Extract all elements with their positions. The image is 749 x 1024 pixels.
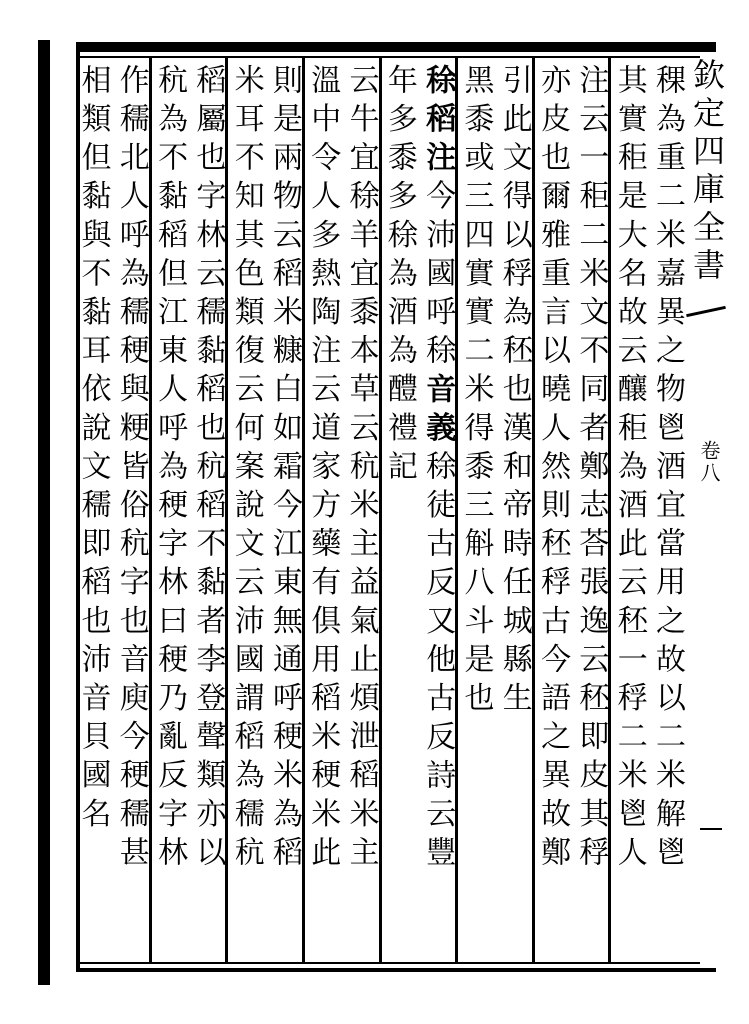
text-column: 稻屬也字林云穤黏稻也秔稻不黏者李登聲類亦以 bbox=[190, 64, 226, 875]
text-column: 其實秬是大名故云釀秬為酒此云秠一稃二米鬯人 bbox=[611, 64, 647, 875]
column-rule bbox=[149, 58, 152, 962]
text-column: 年多黍多稌為酒為醴禮記 bbox=[381, 64, 417, 489]
column-rule bbox=[302, 58, 305, 962]
text-column: 則是兩物云稻米糠白如霜今江東無通呼稉米為稻 bbox=[266, 64, 302, 875]
text-column: 注云一秬二米文不同者鄭志荅張逸云秠即皮其稃 bbox=[573, 64, 609, 875]
text-column: 黑黍或三四實實二米得黍三斛八斗是也 bbox=[458, 64, 494, 721]
book-title: 欽定四庫全書 bbox=[688, 58, 726, 286]
text-column: 稞為重二米嘉異之物鬯酒宜當用之故以二米解鬯 bbox=[649, 64, 685, 875]
text-column: 云牛宜稌羊宜黍本草云秔米主益氣止煩泄稻米主 bbox=[343, 64, 379, 875]
text-column: 秔為不黏稻但江東人呼為稉字林曰稉乃亂反字林 bbox=[152, 64, 188, 875]
column-rule bbox=[379, 58, 382, 962]
frame-inner-top-rule bbox=[80, 56, 700, 58]
page-gutter-bar bbox=[38, 40, 50, 985]
text-column: 作穤北人呼為穤稉與粳皆俗秔字也音庾今稉穤甚 bbox=[113, 64, 149, 875]
volume-label: 卷八 bbox=[697, 440, 721, 484]
column-rule bbox=[608, 58, 611, 962]
text-column: 溫中令人多熱陶注云道家方藥有俱用稻米稉米此 bbox=[305, 64, 341, 875]
text-column: 亦皮也爾雅重言以曉人然則秠稃古今語之異故鄭 bbox=[535, 64, 571, 875]
margin-tick bbox=[700, 828, 722, 830]
text-column: 稌稻注今沛國呼稌音義稌徒古反又他古反詩云豐 bbox=[420, 64, 456, 875]
text-column: 引此文得以稃為秠也漢和帝時任城縣生 bbox=[496, 64, 532, 721]
text-column: 相類但黏與不黏耳依說文穤即稻也沛音貝國名 bbox=[75, 64, 111, 836]
column-rule bbox=[225, 58, 228, 962]
frame-inner-bottom-rule bbox=[80, 962, 700, 964]
column-rule bbox=[455, 58, 458, 962]
text-column: 米耳不知其色類復云何案說文云沛國謂稻為穤秔 bbox=[228, 64, 264, 875]
column-rule bbox=[532, 58, 535, 962]
